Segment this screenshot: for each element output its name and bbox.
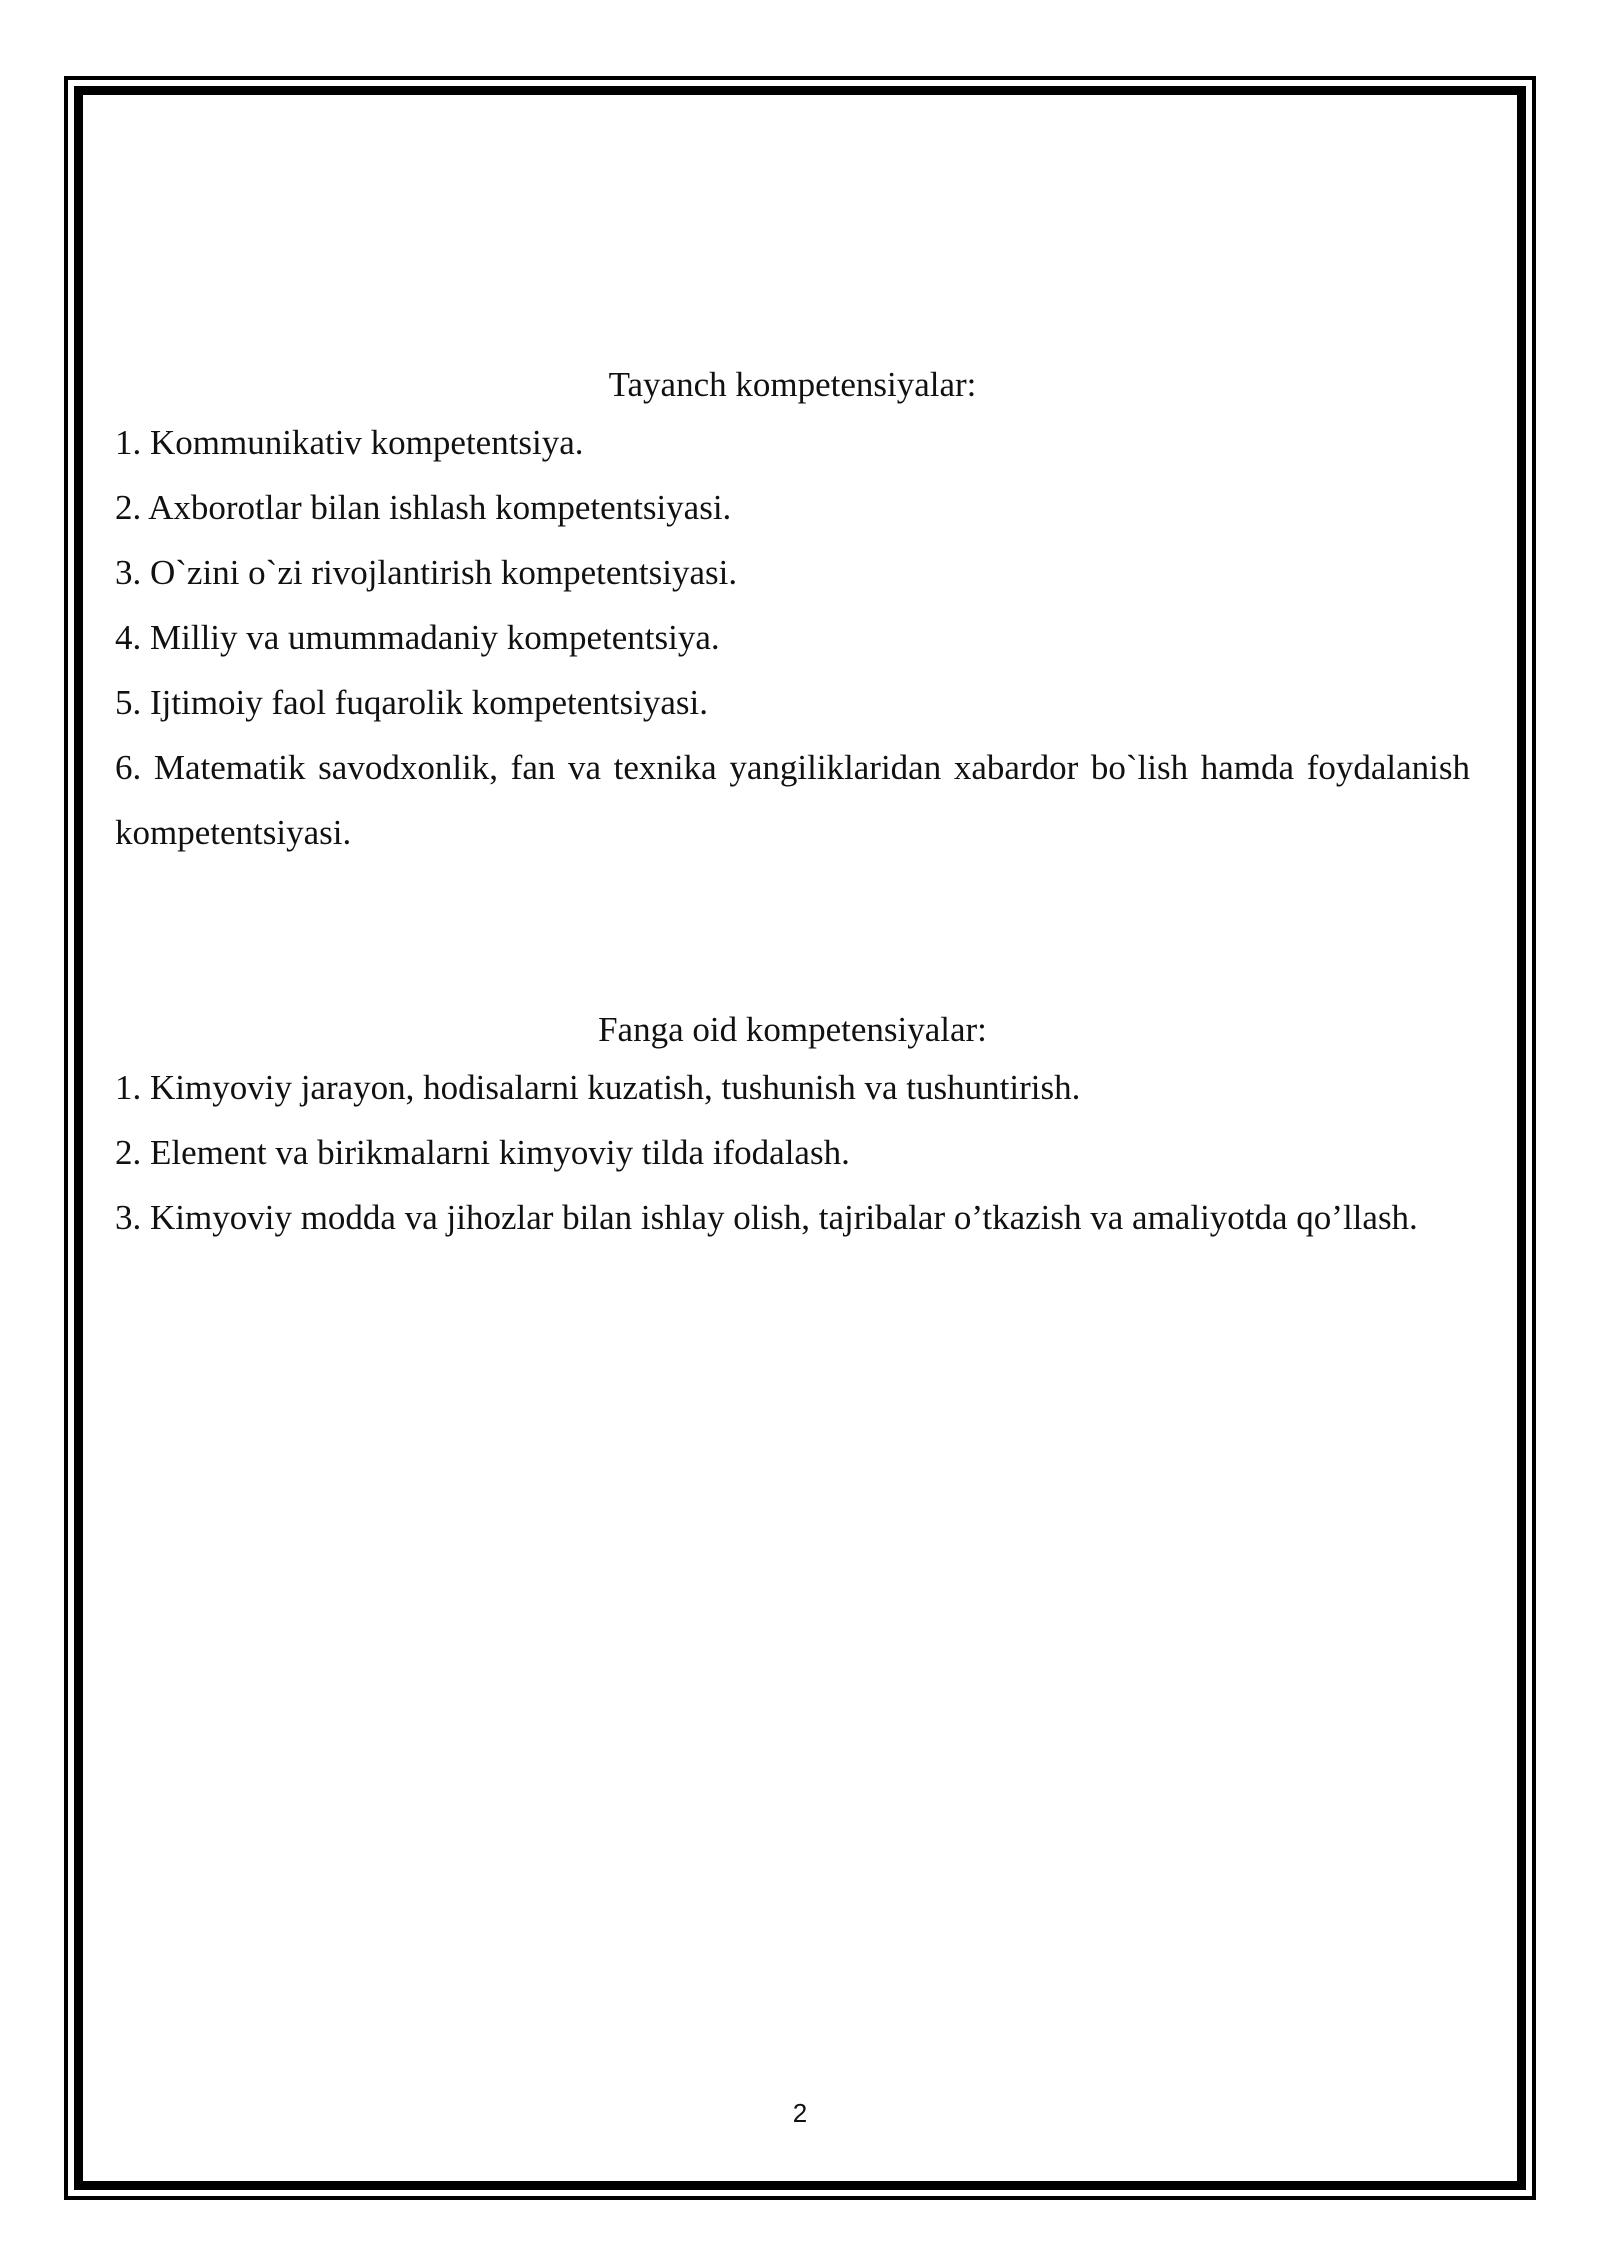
section-heading: Tayanch kompetensiyalar:: [608, 365, 977, 404]
competency-list: [115, 410, 1470, 865]
list-item: 6. Matematik savodxonlik, fan va texnika yangiliklaridan xabardor bo`lish hamda foydalanish kompetentsiyasi.: [115, 748, 1470, 852]
section-subject-competencies: [115, 1005, 1470, 1250]
list-item: 1. Kommunikativ kompetentsiya.: [115, 423, 584, 462]
list-item: 2. Element va birikmalarni kimyoviy tilda ifodalash.: [115, 1133, 850, 1172]
list-item: 3. O`zini o`zi rivojlantirish kompetentsiyasi.: [115, 553, 738, 592]
page-content: [115, 360, 1470, 1250]
section-heading: Fanga oid kompetensiyalar:: [598, 1010, 987, 1049]
competency-list: [115, 1055, 1470, 1250]
section-core-competencies: [115, 360, 1470, 865]
list-item: 4. Milliy va umummadaniy kompetentsiya.: [115, 618, 720, 657]
list-item: 1. Kimyoviy jarayon, hodisalarni kuzatish, tushunish va tushuntirish.: [115, 1068, 1081, 1107]
page-number: 2: [792, 2098, 808, 2128]
list-item: 5. Ijtimoiy faol fuqarolik kompetentsiyasi.: [115, 683, 708, 722]
list-item: 2. Axborotlar bilan ishlash kompetentsiyasi.: [115, 488, 732, 527]
list-item: 3. Kimyoviy modda va jihozlar bilan ishlay olish, tajribalar o’tkazish va amaliyotda qo’llash.: [115, 1198, 1418, 1237]
